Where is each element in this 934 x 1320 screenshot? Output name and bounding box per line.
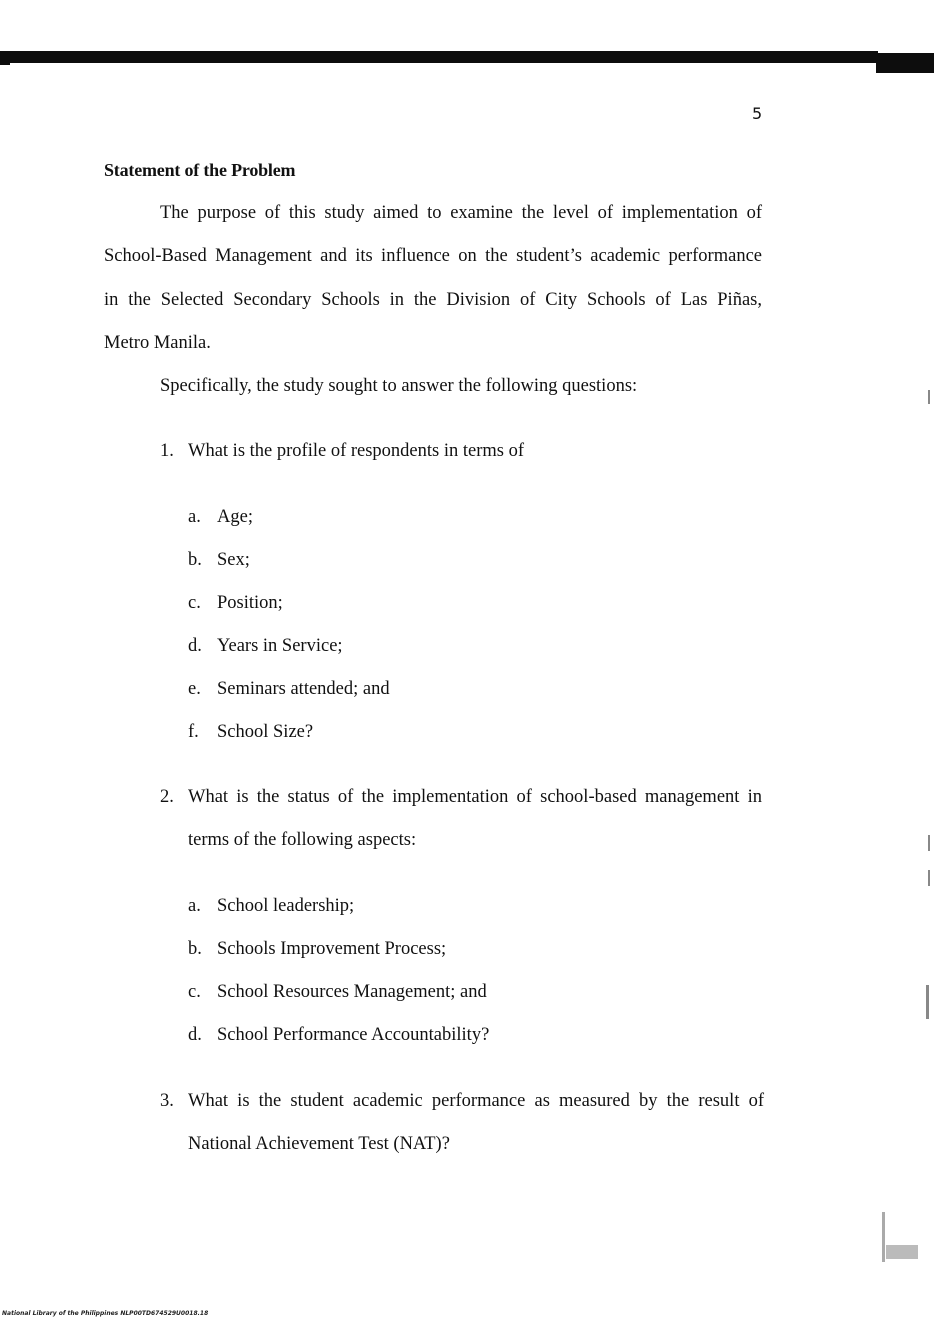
scan-bar-band [0,51,878,63]
page-number: 5 [752,104,763,123]
list-item: Age; [217,507,253,527]
list-item-letter: a. [188,507,201,527]
intro-line-4: Metro Manila. [104,333,211,353]
list-item-letter: a. [188,896,201,916]
scan-speck [928,835,930,851]
library-footer: National Library of the Philippines NLP00TD674529U0018.18 [2,1310,209,1317]
list-item-letter: b. [188,550,202,570]
list-item: School Resources Management; and [217,982,487,1002]
list-item-letter: f. [188,722,199,742]
intro-line-1: The purpose of this study aimed to examine the level of implementation of [160,203,762,223]
list-item-letter: d. [188,636,202,656]
list-item-letter: b. [188,939,202,959]
scan-bar-block [876,53,934,73]
scan-bar-nick [0,61,10,65]
list-item: Position; [217,593,283,613]
intro-line-2: School-Based Management and its influence on the student’s academic performance [104,246,762,266]
list-item: Schools Improvement Process; [217,939,447,959]
scan-speck [928,390,930,404]
intro-line-3: in the Selected Secondary Schools in the Division of City Schools of Las Piñas, [104,290,762,310]
scan-speck [928,870,930,886]
list-item-letter: e. [188,679,201,699]
list-item-letter: d. [188,1025,202,1045]
list-item: School leadership; [217,896,355,916]
list-item: School Performance Accountability? [217,1025,490,1045]
list-item-letter: c. [188,593,201,613]
scan-speck [882,1212,885,1262]
question-text: What is the student academic performance as measured by the result of [188,1091,764,1111]
list-item: Sex; [217,550,250,570]
question-text-continued: National Achievement Test (NAT)? [188,1134,450,1154]
scan-top-bar [0,47,934,73]
question-text-continued: terms of the following aspects: [188,830,417,850]
scan-speck [926,985,929,1019]
list-item: Years in Service; [217,636,343,656]
question-number: 3. [160,1091,174,1111]
list-item: Seminars attended; and [217,679,390,699]
question-text: What is the profile of respondents in terms of [188,441,524,461]
question-text: What is the status of the implementation of school-based management in [188,787,762,807]
list-item: School Size? [217,722,314,742]
list-item-letter: c. [188,982,201,1002]
question-number: 1. [160,441,174,461]
scan-speck [886,1245,918,1259]
lead-sentence: Specifically, the study sought to answer the following questions: [160,376,638,396]
section-heading: Statement of the Problem [104,160,296,180]
question-number: 2. [160,787,174,807]
